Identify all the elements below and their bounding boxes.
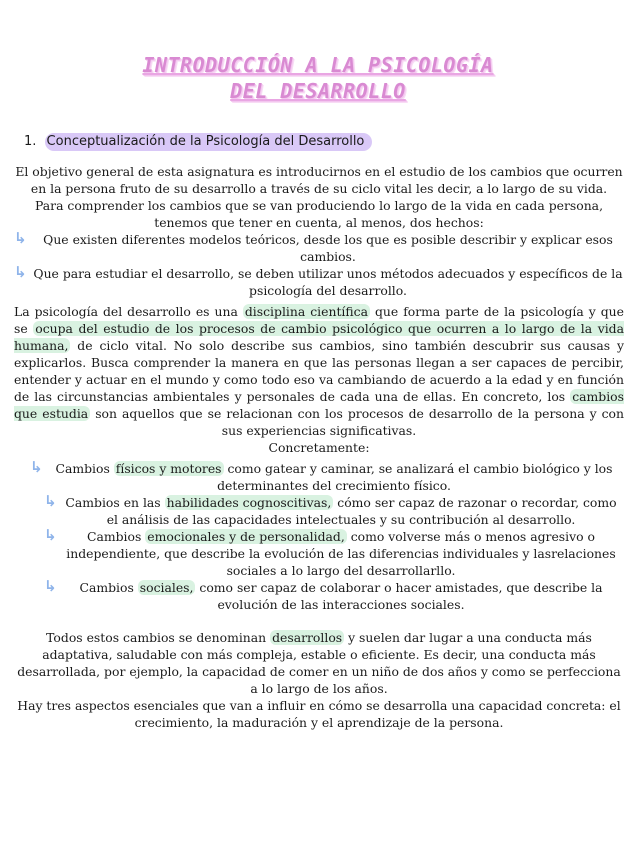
text-segment: que forma parte de la psicología y que se <box>14 304 624 336</box>
text-segment: Todos estos cambios se denominan <box>46 630 271 645</box>
paragraph-developments <box>14 629 624 697</box>
text-segment: y suelen dar lugar a una conducta más adaptativa, saludable con más compleja, estable o eficiente. Es decir, una conducta más desarrollada, por ejemplo, la capacidad de comer en un niño de dos años y como se perfecciona a lo largo de los años. <box>17 630 621 696</box>
bullet-cognitive <box>14 494 624 528</box>
paragraph-three-aspects: Hay tres aspectos esenciales que van a influir en cómo se desarrolla una capacidad concreta: el crecimiento, la maduración y el aprendizaje de la persona. <box>17 698 621 730</box>
bullet-physical <box>14 460 624 494</box>
text-segment: de ciclo vital. No solo describe sus cambios, sino también descubrir sus causas y explicarlos. Busca comprender la manera en que las personas llegan a ser capaces de percibir, entender y actuar en el mundo y como todo eso va cambiando de acuerdo a la edad y en función de las circunstancias ambientales y personales de cada una de ellas. En concreto, los <box>14 338 624 404</box>
section-heading <box>24 132 372 152</box>
paragraph-concretely: Concretamente: <box>268 440 370 455</box>
paragraph-objective: El objetivo general de esta asignatura es introducirnos en el estudio de los cambios que ocurren en la persona fruto de su desarrollo a través de su ciclo vital les decir, a lo largo de su vida. <box>15 164 623 196</box>
highlight-changes-studied: cambios que estudia <box>14 389 624 421</box>
arrow-bullet-icon: ↳ <box>44 577 57 595</box>
bullet-text: Que para estudiar el desarrollo, se deben utilizar unos métodos adecuados y específicos de la psicología del desarrollo. <box>33 266 623 298</box>
text-segment: como gatear y caminar, se analizará el cambio biológico y los determinantes del crecimiento físico. <box>217 461 613 493</box>
arrow-bullet-icon: ↳ <box>14 229 27 247</box>
text-segment: Cambios en las <box>65 495 165 510</box>
text-segment: La psicología del desarrollo es una <box>14 304 243 319</box>
arrow-bullet-icon: ↳ <box>14 263 27 281</box>
arrow-bullet-icon: ↳ <box>44 526 57 544</box>
title-line-2: DEL DESARROLLO <box>230 79 406 103</box>
text-segment: cómo ser capaz de razonar o recordar, como el análisis de las capacidades intelectuales y su contribución al desarrollo. <box>106 495 617 527</box>
text-segment: Cambios <box>55 461 114 476</box>
highlight-scientific-discipline: disciplina científica <box>244 304 368 319</box>
highlight-developments: desarrollos <box>272 630 343 645</box>
highlight-study-of-change: ocupa del estudio de los procesos de cambio psicológico que ocurren a lo largo de la vida humana, <box>14 321 624 353</box>
highlight-cognitive: habilidades cognoscitivas, <box>166 495 332 510</box>
text-segment: Cambios <box>87 529 146 544</box>
document-body <box>14 163 624 731</box>
paragraph-understand: Para comprender los cambios que se van produciendo lo largo de la vida en cada persona, tenemos que tener en cuenta, al menos, dos hechos: <box>34 198 604 230</box>
bullet-text: Que existen diferentes modelos teóricos, desde los que es posible describir y explicar esos cambios. <box>43 232 613 264</box>
title-line-1: INTRODUCCIÓN A LA PSICOLOGÍA <box>142 53 494 77</box>
bullet-emotional <box>14 528 624 579</box>
page-title <box>0 52 636 104</box>
text-segment: Cambios <box>79 580 138 595</box>
text-segment: como ser capaz de colaborar o hacer amistades, que describe la evolución de las interacciones sociales. <box>195 580 603 612</box>
paragraph-definition <box>14 303 624 439</box>
highlight-emotional: emocionales y de personalidad, <box>147 529 345 544</box>
text-segment: son aquellos que se relacionan con los procesos de desarrollo de la persona y con sus experiencias significativas. <box>90 406 624 438</box>
section-number: 1. <box>24 134 37 149</box>
text-segment: como volverse más o menos agresivo o independiente, que describe la evolución de las diferencias individuales y lasrelaciones sociales a lo largo del desarrollarllo. <box>66 529 616 578</box>
highlight-social: sociales, <box>139 580 194 595</box>
arrow-bullet-icon: ↳ <box>44 492 57 510</box>
bullet-methods <box>14 265 624 299</box>
highlight-physical-motor: físicos y motores <box>115 461 222 476</box>
bullet-social <box>14 579 624 613</box>
arrow-bullet-icon: ↳ <box>30 458 43 476</box>
bullet-models <box>14 231 624 265</box>
section-label: Conceptualización de la Psicología del Desarrollo <box>45 133 373 151</box>
